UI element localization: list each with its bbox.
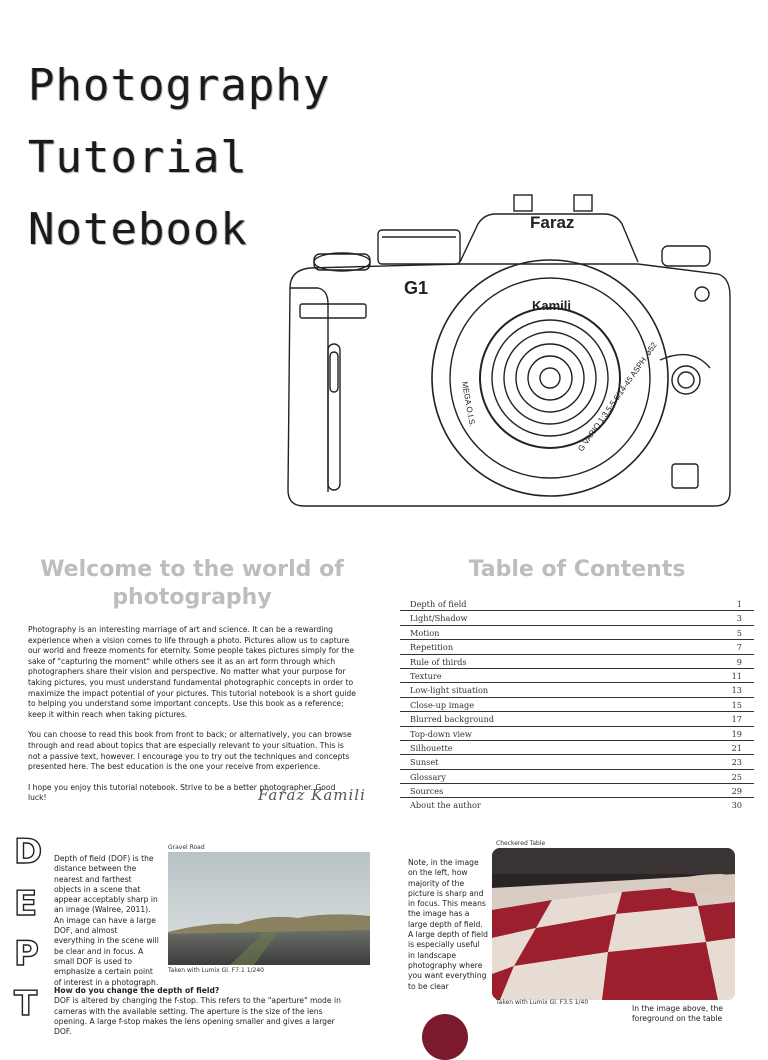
dof-letter-t: T — [14, 984, 38, 1024]
author-signature: Faraz Kamili — [258, 786, 366, 804]
toc-item[interactable] — [400, 798, 754, 812]
toc-item[interactable] — [400, 741, 754, 755]
toc-item[interactable] — [400, 712, 754, 726]
checkered-table-photo — [492, 848, 735, 1000]
title-line-2: Tutorial — [28, 132, 248, 183]
welcome-paragraph: You can choose to read this book from front to back; or alternatively, you can browse through and read about topics that are especially relevant to your situation. This is not a passive text, however. I encourage you to try out the techniques and concepts presented here. The best education is the one your receive from experience. — [28, 730, 352, 772]
dof-letter-d: D — [14, 832, 43, 872]
toc-item-label: Top-down view — [410, 728, 472, 739]
photo-title-checkered-table: Checkered Table — [496, 840, 546, 847]
dof-question-block — [54, 986, 354, 1037]
toc-item-label: Rule of thirds — [410, 656, 467, 667]
toc-item-page: 17 — [731, 714, 742, 725]
toc-item-page: 11 — [731, 670, 742, 681]
dof-intro-text: Depth of field (DOF) is the distance between the nearest and farthest objects in a scene that appear acceptably sharp in an image (Walree, 2011). An image can have a large DOF, and almost everything in the scene will be clear and in focus. A small DOF is used to emphasize a certain point of interest in a photograph. — [54, 854, 159, 987]
title-line-1: Photography — [28, 60, 331, 111]
title-line-3: Notebook — [28, 204, 248, 255]
lens-ring-text-2: MEGA O.I.S. — [460, 380, 477, 428]
toc-item[interactable] — [400, 755, 754, 769]
camera-illustration — [282, 192, 734, 514]
toc-item-page: 21 — [731, 742, 742, 753]
dof-note-text: Note, in the image on the left, how majority of the picture is sharp and in focus. This means the image has a large depth of field. A large depth of field is especially useful in landscape photography where you want everything to be clear — [408, 858, 488, 991]
welcome-paragraph: I hope you enjoy this tutorial notebook. Strive to be a better photographer. Good luck! — [28, 782, 336, 803]
toc-item-page: 15 — [731, 699, 742, 710]
toc-item-page: 29 — [731, 786, 742, 797]
toc-item[interactable] — [400, 683, 754, 697]
dof-letter-p: P — [14, 934, 39, 974]
toc-item-label: Glossary — [410, 771, 446, 782]
toc-item-page: 9 — [736, 656, 742, 667]
toc-item[interactable] — [400, 698, 754, 712]
lens-ring-text: G VARIO 1:3.5-5.6/14-45 ASPH. ⌀52 — [576, 340, 659, 454]
welcome-heading: Welcome to the world of photography — [40, 557, 344, 610]
toc-item-page: 13 — [731, 685, 742, 696]
toc-item-page: 3 — [736, 613, 742, 624]
dof-letter-e: E — [14, 884, 38, 924]
toc-item-label: Texture — [410, 670, 442, 681]
toc-item[interactable] — [400, 784, 754, 798]
photo-caption-checkered-table: Taken with Lumix Gl. F3.5 1/40 — [496, 999, 589, 1006]
toc-item-label: Sunset — [410, 757, 439, 768]
toc-item-label: Low-light situation — [410, 685, 489, 696]
toc-item-page: 23 — [731, 757, 742, 768]
toc-item-page: 19 — [731, 728, 742, 739]
toc-item-label: Depth of field — [410, 599, 467, 609]
toc-item-label: Close-up image — [410, 699, 475, 710]
photo-caption-gravel-road: Taken with Lumix Gl. F7.1 1/240 — [168, 967, 264, 974]
toc-item[interactable] — [400, 770, 754, 784]
toc-item-label: Light/Shadow — [410, 613, 468, 624]
toc-item-page: 1 — [736, 599, 742, 609]
toc-item-label: Motion — [410, 627, 440, 638]
toc-item-label: About the author — [410, 800, 481, 811]
gravel-road-photo — [168, 852, 370, 965]
camera-model-text: G1 — [404, 278, 429, 298]
toc-item-page: 30 — [731, 800, 742, 811]
toc-item[interactable] — [400, 626, 754, 640]
toc-list — [400, 597, 754, 813]
welcome-paragraph: Photography is an interesting marriage of art and science. It can be a rewarding experience when a vision comes to life through a photo. Pictures allow us to capture our world and freeze moments for eternity. Some people takes pictures simply for the sake of "capturing the moment" while others see it as an art form through which photographers share their vision and perspective. No matter what your purpose for taking pictures, you must understand fundamental photographic concepts in order to maximize the impact potential of your pictures. This tutorial notebook is a short guide to helping you understand some important concepts. Use this book as a reference; keep it within reach when taking pictures. — [28, 625, 356, 719]
camera-brand-text: Faraz — [530, 213, 575, 232]
dof-answer: DOF is altered by changing the f-stop. This refers to the "aperture" mode in cameras with the available setting. The aperture is the size of the lens opening. A large f-stop makes the lens opening smaller and gives a larger DOF. — [54, 996, 341, 1037]
above-image-text: In the image above, the foreground on the table — [632, 1004, 723, 1023]
toc-item-label: Repetition — [410, 642, 454, 653]
toc-item-label: Silhouette — [410, 742, 453, 753]
toc-item[interactable] — [400, 727, 754, 741]
toc-item[interactable] — [400, 640, 754, 654]
toc-item-page: 5 — [736, 627, 742, 638]
toc-item-label: Sources — [410, 786, 444, 797]
toc-heading: Table of Contents — [468, 557, 686, 582]
toc-item-page: 25 — [731, 771, 742, 782]
toc-item[interactable] — [400, 669, 754, 683]
decorative-circle — [422, 1014, 468, 1060]
toc-item-page: 7 — [736, 642, 742, 653]
photo-title-gravel-road: Gravel Road — [168, 844, 205, 851]
lens-label-text: Kamili — [532, 298, 572, 313]
toc-item-label: Blurred background — [410, 714, 494, 725]
toc-item[interactable] — [400, 597, 754, 611]
toc-item[interactable] — [400, 611, 754, 625]
toc-item[interactable] — [400, 655, 754, 669]
dof-question: How do you change the depth of field? — [54, 986, 220, 995]
